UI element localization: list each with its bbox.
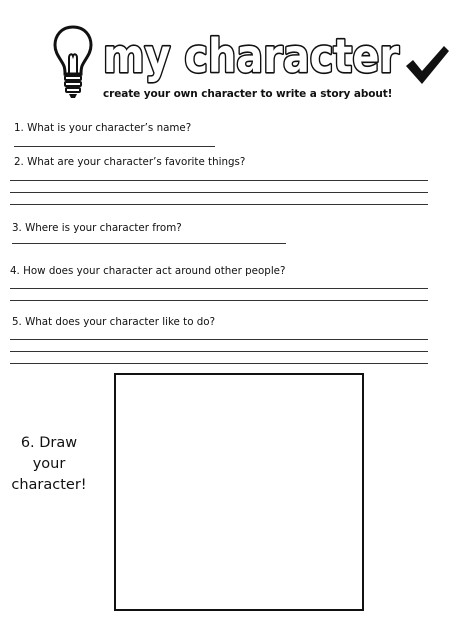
draw-prompt-line: your (32, 456, 66, 472)
answer-line[interactable] (10, 363, 428, 364)
draw-prompt (4, 433, 94, 496)
question-4-text: 4. How does your character act around other people? (10, 265, 286, 277)
answer-line[interactable] (10, 180, 428, 181)
check-mark-icon (404, 44, 450, 86)
question-5-text: 5. What does your character like to do? (12, 316, 216, 328)
page-title (96, 16, 406, 90)
question-2-text: 2. What are your character’s favorite things? (14, 156, 246, 168)
light-bulb-icon (52, 24, 94, 102)
question-3-text: 3. Where is your character from? (12, 222, 182, 234)
drawing-box[interactable] (114, 373, 364, 611)
question-1-text: 1. What is your character’s name? (14, 122, 192, 134)
answer-line[interactable] (10, 351, 428, 352)
answer-line[interactable] (14, 146, 215, 147)
answer-line[interactable] (10, 300, 428, 301)
answer-line[interactable] (10, 288, 428, 289)
answer-line[interactable] (10, 339, 428, 340)
page-subtitle: create your own character to write a story about! (103, 88, 393, 100)
draw-prompt-line: character! (11, 477, 87, 493)
answer-line[interactable] (10, 192, 428, 193)
draw-prompt-line: 6. Draw (20, 435, 78, 451)
answer-line[interactable] (10, 204, 428, 205)
svg-text:my character: my character (103, 29, 400, 83)
answer-line[interactable] (12, 243, 286, 244)
